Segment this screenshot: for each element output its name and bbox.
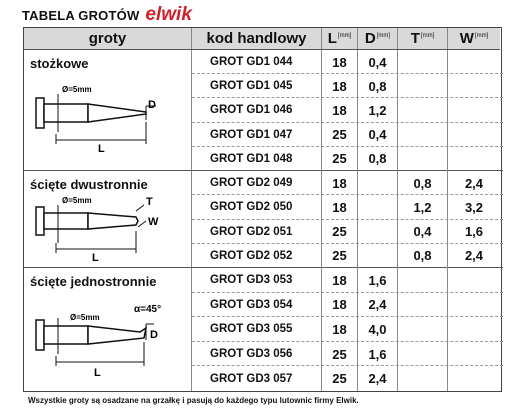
angle-label: α=45°: [134, 304, 162, 315]
cell-code: GROT GD1 045: [192, 74, 322, 98]
cell-l: 18: [322, 50, 358, 74]
table-header: [24, 28, 500, 50]
cell-t: [398, 123, 448, 147]
cell-t: 0,8: [398, 171, 448, 195]
cell-l: 18: [322, 98, 358, 122]
cell-t: 1,2: [398, 195, 448, 219]
cell-code: GROT GD3 056: [192, 342, 322, 367]
cell-code: GROT GD3 055: [192, 317, 322, 342]
cell-t: [398, 268, 448, 293]
cell-t: [398, 147, 448, 171]
cell-l: 18: [322, 195, 358, 219]
table-row: [192, 171, 503, 195]
cell-w: 2,4: [464, 248, 484, 264]
table-row: [192, 244, 503, 268]
cell-t: [398, 74, 448, 98]
group-title: ścięte dwustronnie: [30, 177, 148, 192]
cell-d: 4,0: [358, 317, 398, 342]
cell-l: 18: [322, 171, 358, 195]
cell-w: [448, 293, 500, 318]
cell-w: [448, 74, 500, 98]
cell-t: [398, 293, 448, 318]
header-D: D [mm]: [358, 28, 398, 49]
conical-tip-diagram: [28, 76, 188, 166]
cell-d: [358, 195, 398, 219]
cell-t: [398, 366, 448, 391]
cell-l: 25: [322, 123, 358, 147]
cell-w: [448, 123, 500, 147]
cell-d: 0,8: [358, 74, 398, 98]
cell-t: [398, 98, 448, 122]
header-T: T [mm]: [398, 28, 448, 49]
cell-l: 25: [322, 342, 358, 367]
single-bevel-tip-diagram: [28, 292, 188, 388]
cell-d: [358, 244, 398, 268]
cell-code: GROT GD3 057: [192, 366, 322, 391]
cell-code: GROT GD2 049: [192, 171, 322, 195]
table-row: [192, 366, 503, 391]
dim-label: W: [148, 216, 159, 228]
cell-t: [398, 50, 448, 74]
dim-label: L: [94, 367, 101, 379]
header-L: L [mm]: [322, 28, 358, 49]
cell-w: [448, 317, 500, 342]
cell-code: GROT GD1 046: [192, 98, 322, 122]
brand-logo: elwik: [145, 4, 192, 25]
cell-l: 18: [322, 74, 358, 98]
cell-w: [448, 268, 500, 293]
group-title: ścięte jednostronnie: [30, 274, 157, 289]
cell-code: GROT GD1 044: [192, 50, 322, 74]
header-kod: kod handlowy: [192, 28, 322, 49]
cell-code: GROT GD2 051: [192, 220, 322, 244]
cell-d: [358, 220, 398, 244]
table-row: [192, 342, 503, 367]
table-row: [192, 50, 503, 74]
table-row: [192, 195, 503, 219]
cell-w: [448, 366, 500, 391]
cell-l: 18: [322, 293, 358, 318]
dim-label: L: [98, 143, 105, 155]
header-W: W [mm]: [459, 30, 489, 47]
header-groty: groty: [24, 28, 192, 49]
cell-d: [358, 171, 398, 195]
group-stozkowe: [24, 50, 192, 171]
diameter-label: Ø=5mm: [62, 196, 92, 205]
page-header: [22, 4, 192, 26]
cell-w: [448, 98, 500, 122]
cell-l: 18: [322, 317, 358, 342]
table-row: [192, 317, 503, 342]
dim-label: L: [92, 252, 99, 264]
cell-d: 0,4: [358, 123, 398, 147]
cell-code: GROT GD1 047: [192, 123, 322, 147]
dim-label: D: [148, 99, 156, 111]
table-row: [192, 98, 503, 122]
cell-d: 0,4: [358, 50, 398, 74]
dim-label: D: [150, 329, 158, 341]
table-row: [192, 123, 503, 147]
cell-w: [448, 50, 500, 74]
cell-l: 18: [322, 268, 358, 293]
cell-w: [448, 342, 500, 367]
cell-code: GROT GD2 050: [192, 195, 322, 219]
cell-t: 0,8: [398, 244, 448, 268]
group-title: stożkowe: [30, 56, 89, 71]
table-row: [192, 74, 503, 98]
cell-code: GROT GD2 052: [192, 244, 322, 268]
double-bevel-tip-diagram: [28, 193, 188, 267]
table-row: [192, 220, 503, 244]
tips-table: [23, 27, 502, 392]
diameter-label: Ø=5mm: [70, 313, 100, 322]
table-row: [192, 147, 503, 171]
cell-d: 1,2: [358, 98, 398, 122]
cell-d: 2,4: [358, 366, 398, 391]
cell-code: GROT GD3 054: [192, 293, 322, 318]
cell-l: 25: [322, 366, 358, 391]
cell-w: 1,6: [464, 224, 484, 240]
cell-d: 0,8: [358, 147, 398, 171]
cell-d: 1,6: [358, 268, 398, 293]
cell-l: 25: [322, 220, 358, 244]
cell-t: [398, 317, 448, 342]
cell-w: 3,2: [464, 199, 484, 215]
cell-w: [448, 147, 500, 171]
diameter-label: Ø=5mm: [62, 85, 92, 94]
cell-t: 0,4: [398, 220, 448, 244]
cell-t: [398, 342, 448, 367]
table-row: [192, 268, 503, 293]
cell-l: 25: [322, 147, 358, 171]
table-row: [192, 293, 503, 318]
cell-code: GROT GD1 048: [192, 147, 322, 171]
group-sciete-dwustronnie: [24, 171, 192, 268]
dim-label: T: [146, 196, 153, 208]
group-sciete-jednostronnie: [24, 268, 192, 391]
page-title: TABELA GROTÓW: [22, 8, 140, 23]
cell-code: GROT GD3 053: [192, 268, 322, 293]
footer-note: Wszystkie groty są osadzane na grzałkę i pasują do każdego typu lutownic firmy Elwik.: [28, 396, 359, 405]
cell-d: 1,6: [358, 342, 398, 367]
cell-l: 25: [322, 244, 358, 268]
cell-w: 2,4: [464, 175, 484, 191]
cell-d: 2,4: [358, 293, 398, 318]
